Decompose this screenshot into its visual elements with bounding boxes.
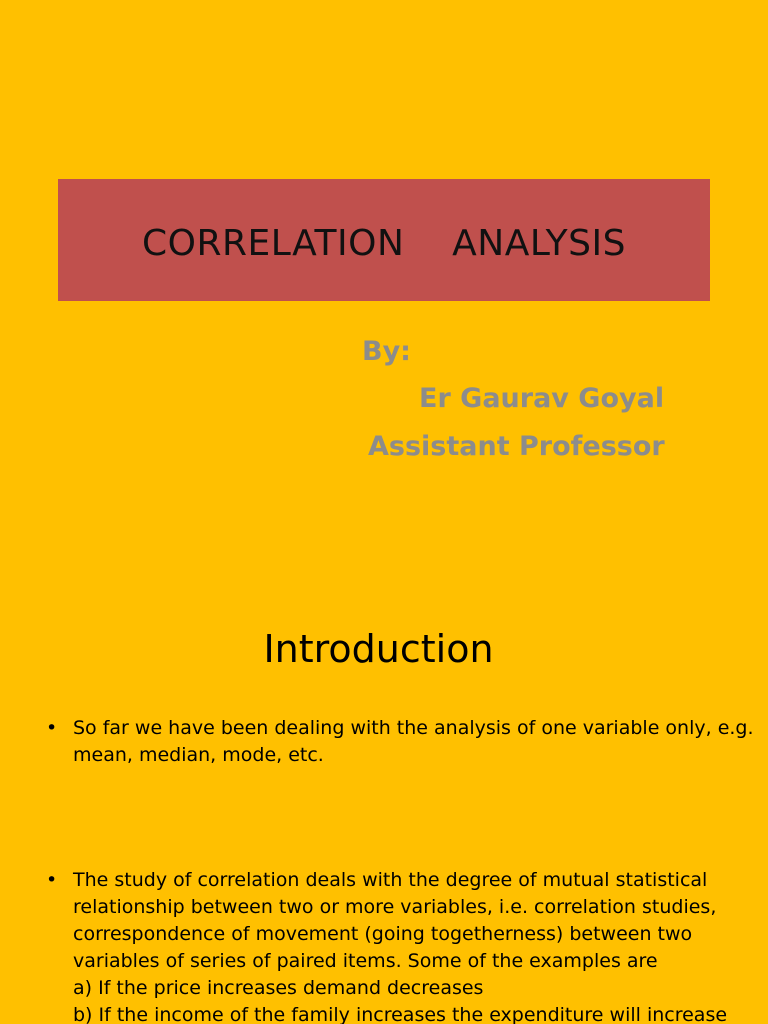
- bullet-line: relationship between two or more variables, i.e. correlation studies,: [73, 896, 717, 918]
- introduction-slide: [0, 512, 768, 1024]
- bullet-line: correspondence of movement (going togetherness) between two: [73, 923, 693, 945]
- bullet-line: The study of correlation deals with the degree of mutual statistical: [73, 869, 708, 891]
- author-role: Assistant Professor: [368, 431, 665, 462]
- title-banner: [58, 179, 710, 301]
- bullet-icon: •: [46, 869, 58, 891]
- bullet-line: So far we have been dealing with the analysis of one variable only, e.g.: [73, 717, 754, 739]
- slide-title: CORRELATION ANALYSIS: [142, 222, 626, 264]
- bullet-item: [46, 867, 726, 1024]
- bullet-text: [73, 715, 754, 769]
- bullet-text: [73, 867, 726, 1024]
- slide-heading: Introduction: [263, 627, 494, 671]
- author-name: Er Gaurav Goyal: [419, 383, 665, 414]
- bullet-line: variables of series of paired items. Some of the examples are: [73, 950, 658, 972]
- bullet-line: mean, median, mode, etc.: [73, 744, 324, 766]
- bullet-line: b) If the income of the family increases the expenditure will increase: [73, 1004, 728, 1024]
- bullet-item: [46, 715, 754, 769]
- by-label: By:: [362, 336, 411, 367]
- bullet-line: a) If the price increases demand decreases: [73, 977, 484, 999]
- bullet-icon: •: [46, 717, 58, 739]
